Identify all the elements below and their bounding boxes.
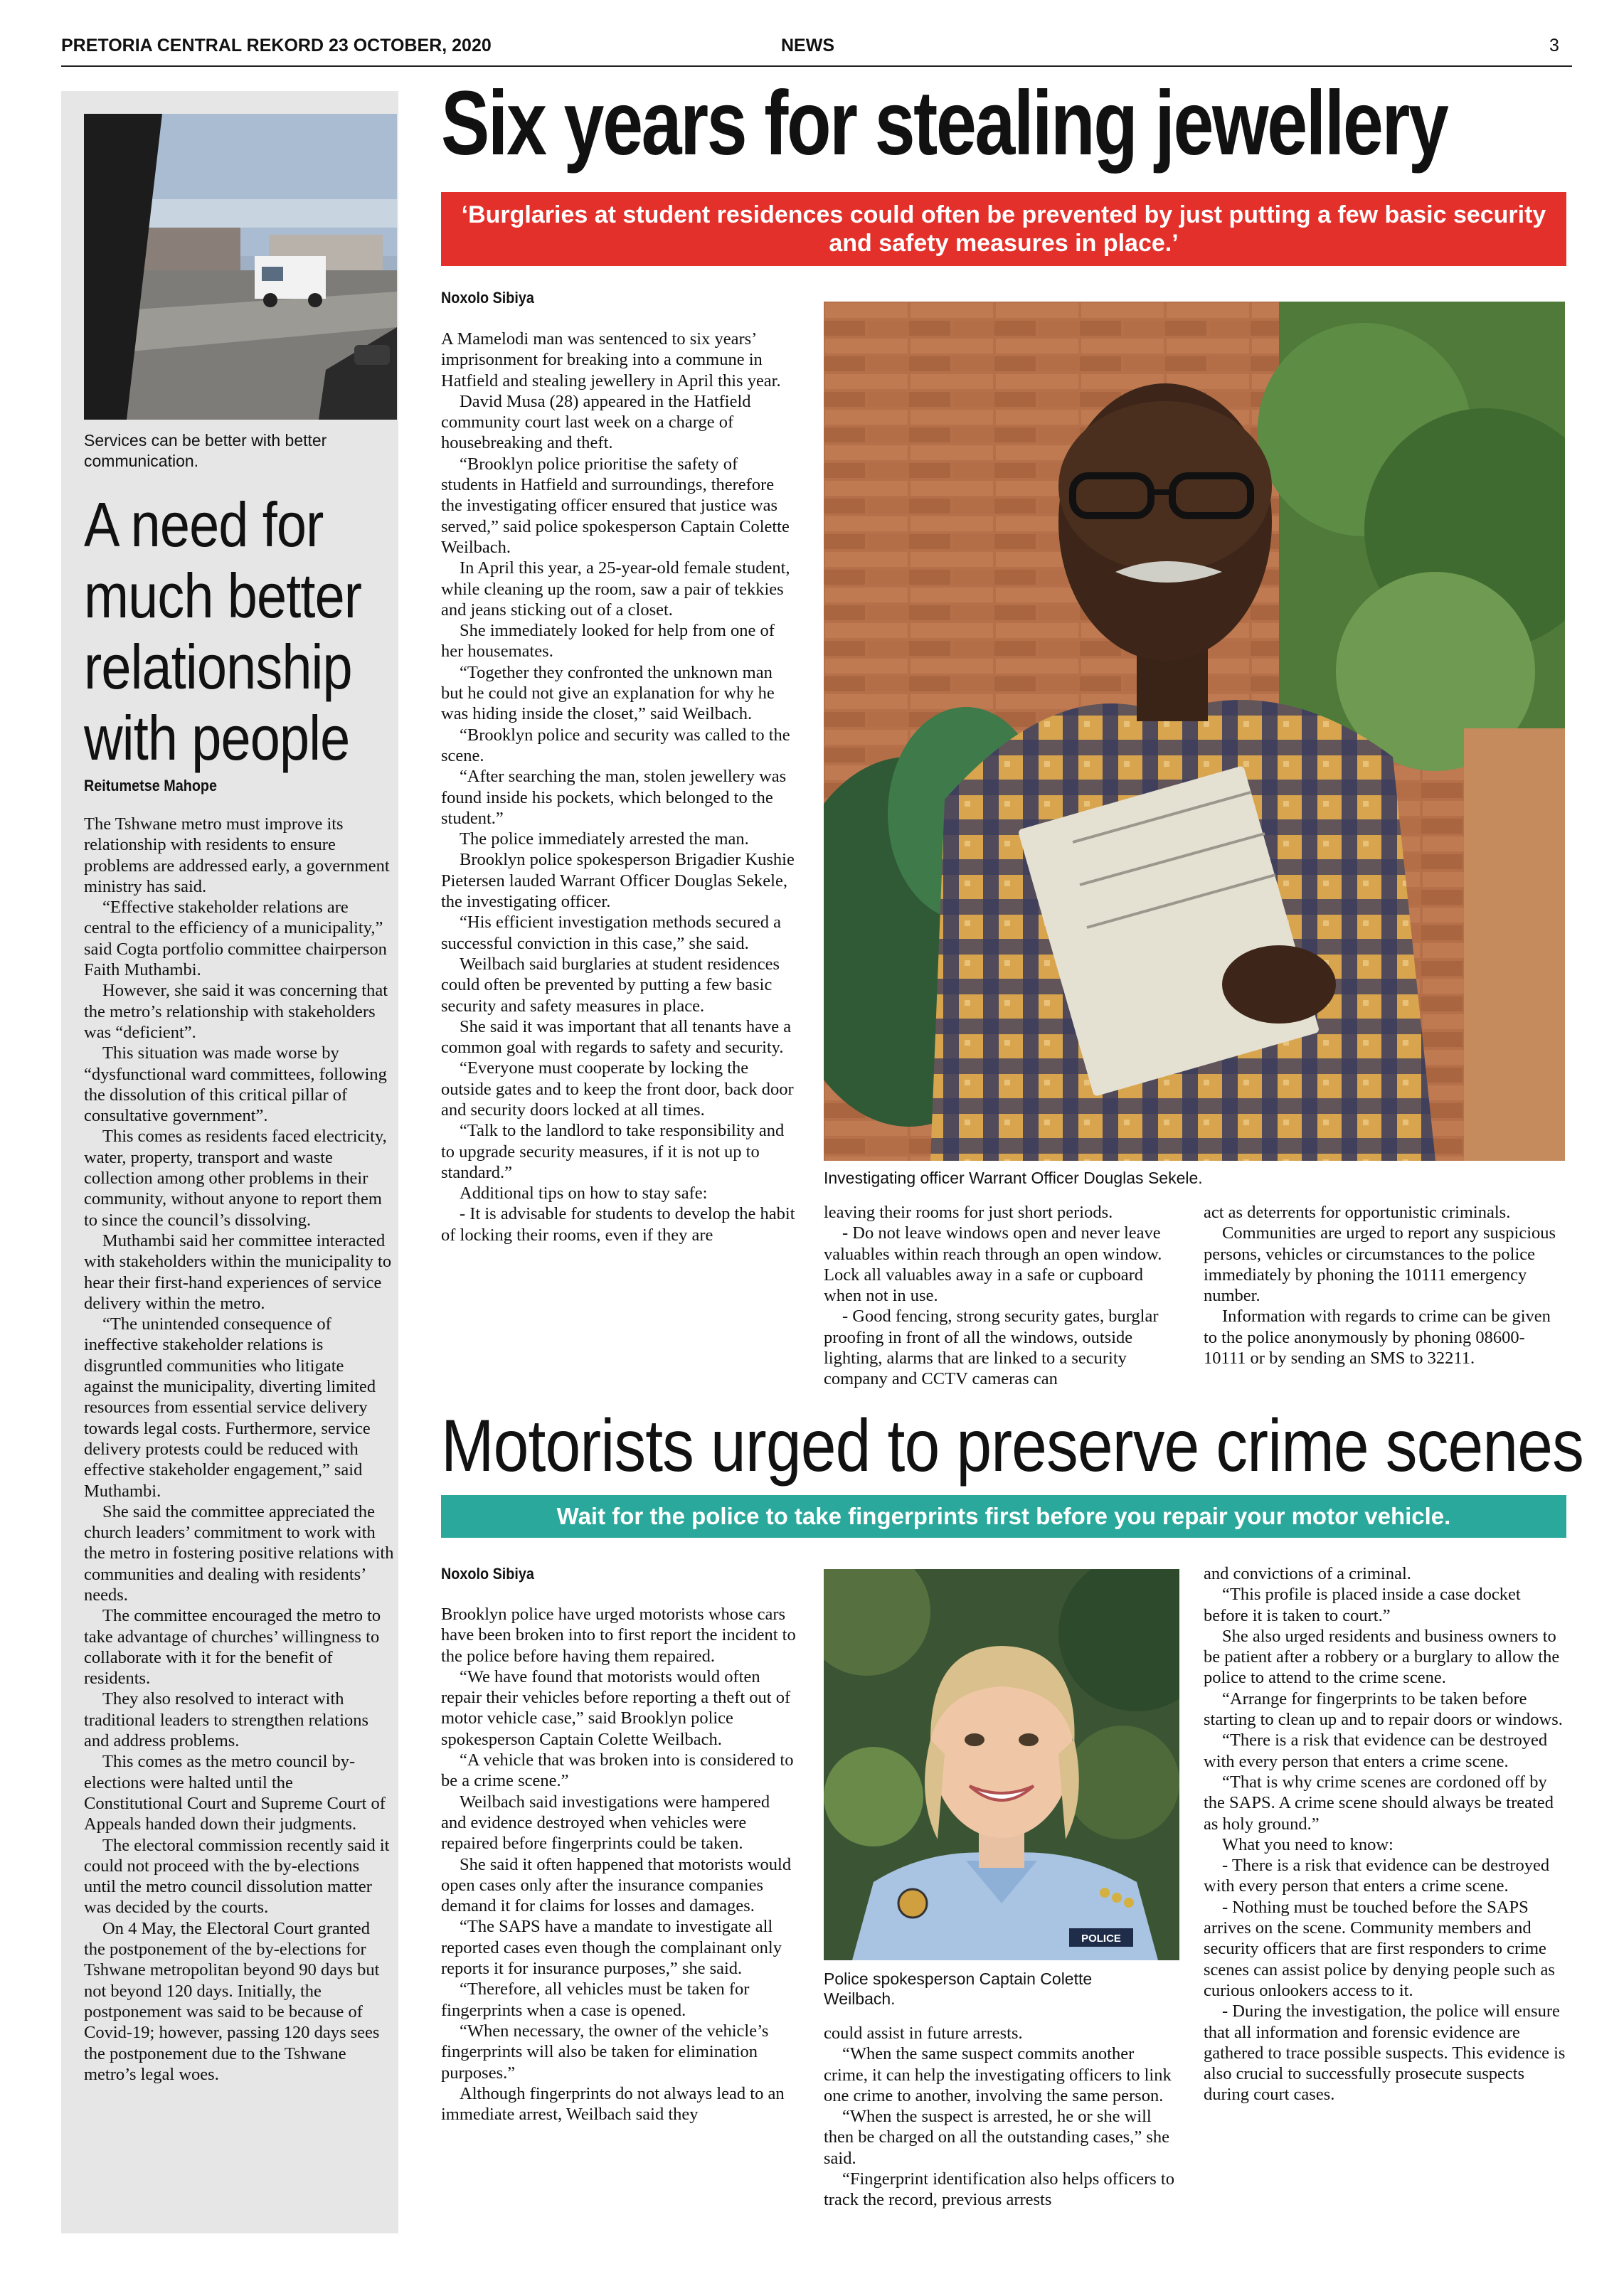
article2-standfirst: Wait for the police to take fingerprints first before you repair your motor vehicle. (441, 1495, 1566, 1538)
paragraph: “A vehicle that was broken into is considered to be a crime scene.” (441, 1750, 794, 1791)
paragraph: “The SAPS have a mandate to investigate all reported cases even though the complainant only reports it for insurance purposes,” she said. (441, 1917, 782, 1979)
paragraph: What you need to know: (1222, 1834, 1394, 1854)
paragraph: Brooklyn police have urged motorists whose cars have been broken into to first report the incident to the police before having them repaired. (441, 1605, 796, 1666)
sidebar-photo-caption: Services can be better with better communication. (84, 431, 327, 470)
paragraph: She immediately looked for help from one of her housemates. (441, 621, 775, 661)
paragraph: - Do not leave windows open and never leave valuables within reach through an open window. Lock all valuables away in a safe or cupboard when not in use. (824, 1223, 1162, 1306)
paragraph: “Therefore, all vehicles must be taken for fingerprints when a case is opened. (441, 1979, 750, 2020)
article2-photo (824, 1569, 1179, 1960)
sidebar-headline: A need for much better relationship with people (84, 489, 362, 773)
paragraph: “There is a risk that evidence can be destroyed with every person that enters a crime scene. (1204, 1731, 1548, 1771)
article1-photo-caption: Investigating officer Warrant Officer Douglas Sekele. (824, 1169, 1203, 1187)
paragraph: They also resolved to interact with traditional leaders to strengthen relations and address problems. (84, 1689, 369, 1751)
sidebar-photo (84, 114, 397, 420)
paragraph: “Together they confronted the unknown man but he could not give an explanation for why he was hiding inside the closet,” said Weilbach. (441, 662, 775, 724)
section-label: NEWS (781, 36, 834, 55)
paragraph: Information with regards to crime can be given to the police anonymously by phoning 08600-10111 or by sending an SMS to 32211. (1204, 1307, 1551, 1368)
paragraph: She said it often happened that motorists would open cases only after the insurance companies demand it for claims for losses and damages. (441, 1854, 792, 1916)
paragraph: Weilbach said investigations were hampered and evidence destroyed when vehicles were repaired before fingerprints could be taken. (441, 1792, 770, 1854)
paragraph: and convictions of a criminal. (1204, 1564, 1411, 1583)
paragraph: On 4 May, the Electoral Court granted the postponement of the by-elections for Tshwane metropolitan beyond 90 days but not beyond 120 days. Initially, the postponement was said to be because of Covid-19; however, passing 120 days sees the postponement due to the Tshwane metro’s legal woes. (84, 1918, 380, 2084)
article2-column-2 (824, 2023, 1179, 2211)
paragraph: This situation was made worse by “dysfunctional ward committees, following the dissolution of this critical pillar of consultative government”. (84, 1043, 387, 1126)
article2-photo-caption: Police spokesperson Captain Colette Weilbach. (824, 1970, 1093, 2008)
paragraph: “Brooklyn police prioritise the safety of students in Hatfield and surroundings, therefore the investigating officer ensured that justice was served,” said police spokesperson Captain Colette Weilbach. (441, 454, 790, 557)
article1-column-3 (1204, 1202, 1566, 1368)
sidebar-body (84, 814, 394, 2085)
page-number: 3 (1549, 36, 1559, 55)
paragraph: “When the suspect is arrested, he or she will then be charged on all the outstanding cases,” she said. (824, 2107, 1169, 2168)
paragraph: “Fingerprint identification also helps officers to track the record, previous arrests (824, 2169, 1174, 2210)
paragraph: This comes as residents faced electricity, water, property, transport and waste collection among other problems in their community, without anyone to report them to since the council’s dissolving. (84, 1127, 387, 1230)
paragraph: Although fingerprints do not always lead to an immediate arrest, Weilbach said they (441, 2083, 785, 2125)
paragraph: - Nothing must be touched before the SAPS arrives on the scene. Community members and security officers that are first responders to crime scenes can assist police by denying people such as curious onlookers access to it. (1204, 1897, 1555, 2000)
paragraph: - There is a risk that evidence can be destroyed with every person that enters a crime scene. (1204, 1856, 1550, 1896)
paragraph: Additional tips on how to stay safe: (460, 1184, 708, 1203)
paragraph: The Tshwane metro must improve its relationship with residents to ensure problems are addressed early, a government ministry has said. (84, 814, 390, 896)
article1-photo (824, 302, 1565, 1161)
paragraph: Communities are urged to report any suspicious persons, vehicles or circumstances to the police immediately by phoning the 10111 emergency number. (1204, 1223, 1556, 1306)
paragraph: “That is why crime scenes are cordoned off by the SAPS. A crime scene should always be treated as holy ground.” (1204, 1772, 1554, 1834)
article1-standfirst: ‘Burglaries at student residences could often be prevented by just putting a few basic security and safety measures in place.’ (441, 192, 1566, 266)
paragraph: David Musa (28) appeared in the Hatfield community court last week on a charge of housebreaking and theft. (441, 391, 751, 453)
article1-column-2 (824, 1202, 1179, 1390)
paragraph: The electoral commission recently said it could not proceed with the by-elections until the metro council dissolution matter was decided by the courts. (84, 1835, 390, 1918)
paragraph: “We have found that motorists would often repair their vehicles before reporting a theft out of motor vehicle case,” said Brooklyn police spokesperson Captain Colette Weilbach. (441, 1667, 791, 1749)
paragraph: “After searching the man, stolen jewellery was found inside his pockets, which belonged to the student.” (441, 767, 787, 828)
paragraph: “The unintended consequence of ineffective stakeholder relations is disgruntled communities who litigate against the municipality, diverting limited resources from essential service delivery towards legal costs. Furthermore, service delivery protests could be reduced with effective stakeholder engagement,” said Muthambi. (84, 1314, 376, 1501)
paragraph: “Talk to the landlord to take responsibility and to upgrade security measures, if it is not up to standard.” (441, 1121, 785, 1182)
header-rule (61, 65, 1572, 67)
paragraph: “Arrange for fingerprints to be taken before starting to clean up and to repair doors or windows. (1204, 1689, 1563, 1730)
paragraph: She said it was important that all tenants have a common goal with regards to safety and security. (441, 1016, 792, 1058)
paragraph: “This profile is placed inside a case docket before it is taken to court.” (1204, 1585, 1521, 1625)
article2-byline: Noxolo Sibiya (441, 1565, 534, 1583)
paragraph: act as deterrents for opportunistic criminals. (1204, 1203, 1511, 1222)
paragraph: This comes as the metro council by-elections were halted until the Constitutional Court and Supreme Court of Appeals handed down their judgments. (84, 1752, 386, 1834)
paragraph: The committee encouraged the metro to take advantage of churches’ willingness to collaborate with it for the benefit of residents. (84, 1606, 381, 1689)
paragraph: “His efficient investigation methods secured a successful conviction in this case,” she said. (441, 913, 781, 953)
paragraph: could assist in future arrests. (824, 2024, 1023, 2043)
paragraph: Weilbach said burglaries at student residences could often be prevented by putting a few basic security and safety measures in place. (441, 954, 780, 1016)
paragraph: “When necessary, the owner of the vehicle’s fingerprints will also be taken for elimination purposes.” (441, 2021, 769, 2083)
paragraph: Brooklyn police spokesperson Brigadier Kushie Pietersen lauded Warrant Officer Douglas Sekele, the investigating officer. (441, 850, 795, 912)
paragraph: Muthambi said her committee interacted with stakeholders within the municipality to hear their first-hand experiences of service delivery within the metro. (84, 1231, 392, 1313)
paragraph: - During the investigation, the police will ensure that all information and forensic evidence are gathered to trace possible suspects. This evidence is also crucial to successfully prosecute suspects during court cases. (1204, 2002, 1566, 2105)
article1-headline: Six years for stealing jewellery (441, 73, 1448, 174)
paragraph: “Brooklyn police and security was called to the scene. (441, 725, 790, 765)
article2-column-3 (1204, 1563, 1566, 2105)
paragraph: However, she said it was concerning that the metro’s relationship with stakeholders was “deficient”. (84, 981, 388, 1042)
paragraph: A Mamelodi man was sentenced to six years’ imprisonment for breaking into a commune in Hatfield and stealing jewellery in April this year. (441, 329, 781, 390)
article1-byline: Noxolo Sibiya (441, 289, 534, 307)
paragraph: - It is advisable for students to develop the habit of locking their rooms, even if they are (441, 1204, 795, 1245)
paragraph: leaving their rooms for just short periods. (824, 1203, 1113, 1222)
paragraph: The police immediately arrested the man. (460, 829, 749, 849)
paragraph: - Good fencing, strong security gates, burglar proofing in front of all the windows, outside lighting, alarms that are linked to a security company and CCTV cameras can (824, 1307, 1159, 1389)
paragraph: She also urged residents and business owners to be patient after a robbery or a burglary to allow the police to attend to the crime scene. (1204, 1626, 1560, 1688)
paragraph: “Everyone must cooperate by locking the outside gates and to keep the front door, back door and security doors locked at all times. (441, 1058, 794, 1120)
police-badge-text: POLICE (1081, 1933, 1121, 1945)
paragraph: “Effective stakeholder relations are central to the efficiency of a municipality,” said Cogta portfolio committee chairperson Faith Muthambi. (84, 898, 387, 980)
sidebar-byline: Reitumetse Mahope (84, 777, 218, 794)
article2-headline: Motorists urged to preserve crime scenes (441, 1405, 1583, 1487)
article1-column-1 (441, 329, 798, 1245)
article2-column-1 (441, 1604, 798, 2125)
paragraph: “When the same suspect commits another crime, it can help the investigating officers to link one crime to another, involving the same person. (824, 2044, 1172, 2105)
publication-name: PRETORIA CENTRAL REKORD 23 OCTOBER, 2020 (61, 36, 492, 55)
paragraph: She said the committee appreciated the church leaders’ commitment to work with the metro in fostering positive relations with communities and dealing with residents’ needs. (84, 1502, 394, 1605)
paragraph: In April this year, a 25-year-old female student, while cleaning up the room, saw a pair of tekkies and jeans sticking out of a closet. (441, 558, 790, 620)
